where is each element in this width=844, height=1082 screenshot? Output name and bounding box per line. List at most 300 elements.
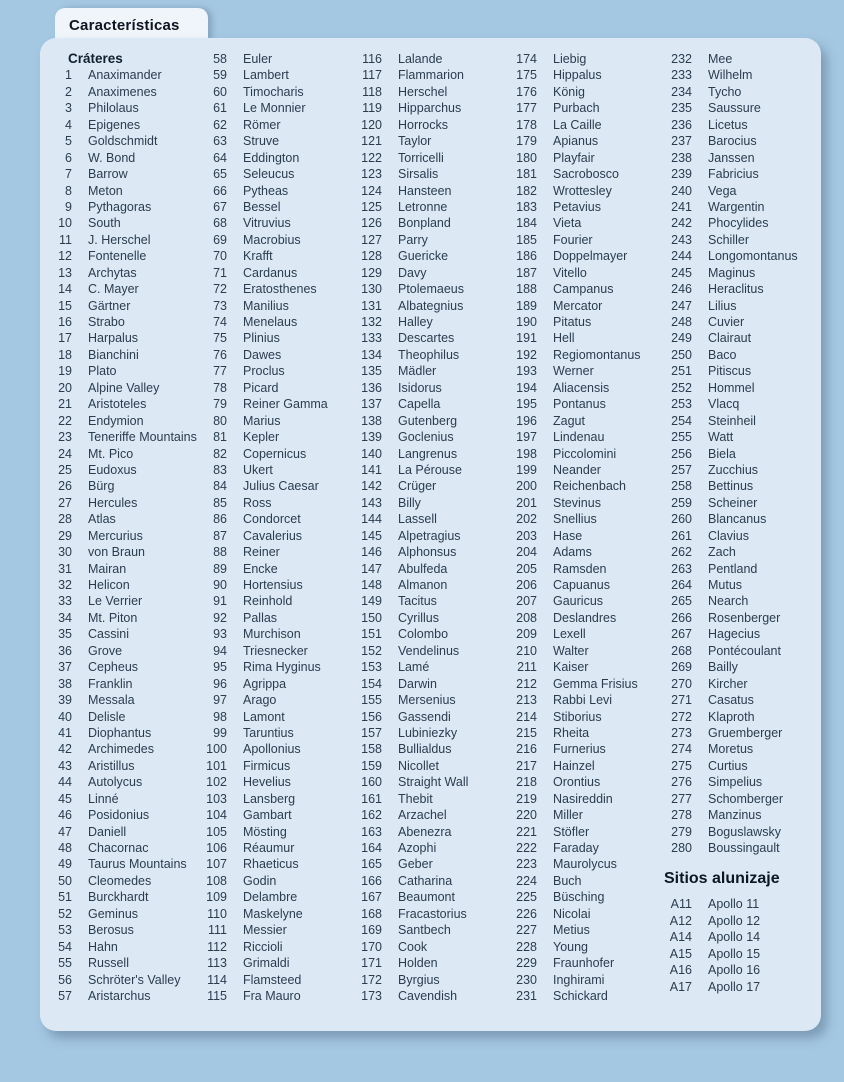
crater-row-number: 175 (516, 68, 537, 83)
crater-row-name: Mee (708, 52, 733, 66)
crater-row (44, 330, 199, 346)
crater-row-number: 222 (516, 841, 537, 855)
crater-row-name: Orontius (553, 775, 601, 790)
crater-row-number: 61 (213, 101, 227, 116)
crater-row (354, 51, 509, 67)
crater-row-number: 251 (671, 364, 692, 379)
crater-row-name: Sirsalis (398, 167, 439, 182)
crater-row-number: 193 (516, 364, 537, 379)
crater-row-name: Bonpland (398, 216, 451, 231)
crater-row-name: Cyrillus (398, 610, 439, 625)
crater-row (354, 544, 509, 560)
crater-row (509, 709, 664, 725)
crater-row-number: 157 (361, 725, 382, 740)
crater-row (664, 429, 798, 445)
crater-row-number: 71 (213, 265, 227, 280)
crater-row-name: von Braun (88, 545, 145, 560)
landing-site-row-name: Apollo 17 (708, 979, 761, 994)
crater-row-name: Rheita (553, 725, 590, 740)
crater-row-number: 146 (361, 545, 382, 560)
crater-row (664, 791, 798, 807)
crater-row-name: Campanus (553, 282, 614, 297)
crater-row-number: 44 (58, 775, 72, 790)
crater-row-name: Condorcet (243, 512, 301, 527)
crater-row-name: Hippalus (553, 68, 602, 83)
crater-row-name: Neander (553, 462, 601, 477)
crater-row-number: 60 (213, 84, 227, 99)
crater-row-name: Seleucus (243, 167, 295, 182)
crater-row (664, 281, 798, 297)
crater-row-number: 75 (213, 331, 227, 346)
crater-row (44, 972, 199, 988)
crater-row-name: Goldschmidt (88, 134, 158, 149)
crater-row-name: Hipparchus (398, 101, 462, 116)
crater-row-name: König (553, 84, 585, 99)
crater-row (509, 676, 664, 692)
crater-column-1 (44, 51, 199, 1004)
crater-row (509, 955, 664, 971)
crater-row-name: Lamé (398, 660, 430, 675)
crater-row-name: South (88, 216, 121, 231)
crater-row-number: 91 (213, 594, 227, 609)
crater-row-number: 6 (65, 150, 72, 165)
crater-row (354, 429, 509, 445)
crater-row-name: Taylor (398, 134, 432, 149)
crater-row-number: 211 (517, 660, 537, 675)
crater-row-name: Eudoxus (88, 462, 137, 477)
crater-row-number: 171 (361, 956, 382, 971)
crater-row (664, 511, 798, 527)
crater-row-number: 270 (671, 676, 692, 691)
crater-row (664, 150, 798, 166)
crater-row (664, 593, 798, 609)
crater-row-name: Murchison (243, 627, 301, 642)
crater-row-number: 69 (213, 232, 227, 247)
crater-row-name: Maskelyne (243, 906, 303, 921)
crater-row-name: Azophi (398, 841, 437, 855)
crater-row (354, 610, 509, 626)
crater-row (199, 232, 354, 248)
crater-row (509, 84, 664, 100)
crater-row (664, 133, 798, 149)
crater-row-name: Herschel (398, 84, 448, 99)
crater-row-number: 82 (213, 446, 227, 461)
crater-row-number: 212 (516, 676, 537, 691)
crater-row-name: Berosus (88, 923, 134, 938)
landing-site-row-number: A15 (669, 946, 692, 961)
crater-row (44, 429, 199, 445)
crater-row (664, 100, 798, 116)
crater-row (44, 676, 199, 692)
crater-row-name: Réaumur (243, 841, 295, 855)
crater-row-name: Doppelmayer (553, 249, 628, 264)
crater-row-number: 121 (361, 134, 382, 149)
crater-row (509, 133, 664, 149)
crater-row-name: Gambart (243, 808, 292, 823)
crater-row-number: 206 (516, 578, 537, 592)
crater-row (199, 314, 354, 330)
crater-row-name: Godin (243, 873, 277, 888)
crater-row-number: 224 (516, 873, 537, 888)
crater-row (199, 429, 354, 445)
crater-row-name: Arzachel (398, 808, 447, 823)
crater-row-name: Diophantus (88, 725, 152, 740)
crater-row-number: 106 (206, 841, 227, 855)
crater-row (354, 939, 509, 955)
crater-row-number: 233 (671, 68, 692, 83)
crater-row-name: Rosenberger (708, 610, 781, 625)
crater-row-name: Hevelius (243, 775, 291, 790)
crater-row (199, 248, 354, 264)
crater-row (664, 67, 798, 83)
crater-row-name: Goclenius (398, 430, 454, 445)
crater-row (509, 429, 664, 445)
crater-row-number: 77 (213, 364, 227, 379)
crater-row (664, 840, 798, 856)
crater-row-number: 21 (58, 397, 72, 412)
crater-row (354, 873, 509, 889)
crater-row-number: 90 (213, 578, 227, 592)
crater-row (354, 692, 509, 708)
crater-row-number: 54 (58, 939, 72, 954)
crater-row (664, 659, 798, 675)
crater-row-name: Endymion (88, 413, 144, 428)
crater-row-number: 72 (213, 282, 227, 297)
crater-row-name: Pontanus (553, 397, 606, 412)
crater-row (509, 741, 664, 757)
crater-row (664, 265, 798, 281)
crater-row-name: Young (553, 939, 588, 954)
crater-row-name: Schickard (553, 988, 608, 1003)
crater-row-name: Apollonius (243, 742, 301, 757)
crater-row-number: 161 (361, 791, 382, 806)
crater-row-number: 115 (207, 988, 227, 1003)
crater-row-number: 92 (213, 610, 227, 625)
crater-row-name: Timocharis (243, 84, 304, 99)
crater-row-name: Vendelinus (398, 643, 460, 658)
crater-row-number: 230 (516, 972, 537, 987)
crater-row-name: Piccolomini (553, 446, 617, 461)
crater-row (509, 610, 664, 626)
crater-row (199, 873, 354, 889)
crater-row-name: Hagecius (708, 627, 761, 642)
crater-row-name: Cardanus (243, 265, 298, 280)
crater-row-name: Wrottesley (553, 183, 612, 198)
crater-row (354, 741, 509, 757)
crater-row-number: 184 (516, 216, 537, 231)
crater-row (199, 396, 354, 412)
crater-row-number: 189 (516, 298, 537, 313)
crater-row-number: 218 (516, 775, 537, 790)
crater-row-name: Barrow (88, 167, 128, 182)
crater-row-number: 80 (213, 413, 227, 428)
crater-row (664, 577, 798, 593)
crater-row-number: 260 (671, 512, 692, 527)
crater-row-name: Straight Wall (398, 775, 469, 790)
craters-title: Cráteres (68, 51, 123, 66)
crater-row-number: 174 (516, 52, 537, 66)
crater-row (44, 725, 199, 741)
crater-row-number: 41 (58, 725, 72, 740)
crater-row (44, 741, 199, 757)
crater-row (354, 807, 509, 823)
crater-row-number: 105 (206, 824, 227, 839)
crater-row (44, 413, 199, 429)
crater-row-name: Mercator (553, 298, 603, 313)
crater-row (199, 100, 354, 116)
crater-row-name: Clavius (708, 528, 749, 543)
crater-row-number: 250 (671, 347, 692, 362)
crater-row-number: 231 (516, 988, 537, 1003)
crater-row (664, 725, 798, 741)
crater-row-name: Ptolemaeus (398, 282, 465, 297)
crater-row-number: 195 (516, 397, 537, 412)
crater-row (199, 692, 354, 708)
crater-row-name: Hainzel (553, 758, 595, 773)
crater-row-name: Tacitus (398, 594, 437, 609)
crater-row (199, 626, 354, 642)
crater-row-name: Pentland (708, 561, 758, 576)
crater-row-number: 130 (361, 282, 382, 297)
crater-row (44, 232, 199, 248)
crater-row-name: Harpalus (88, 331, 139, 346)
crater-row-name: Lansberg (243, 791, 296, 806)
crater-row (354, 183, 509, 199)
crater-row (664, 676, 798, 692)
crater-row-name: Hercules (88, 495, 138, 510)
crater-row-number: 131 (361, 298, 382, 313)
crater-row-number: 165 (361, 857, 382, 872)
crater-row-name: Holden (398, 956, 438, 971)
crater-row-number: 112 (207, 939, 227, 954)
crater-row (199, 758, 354, 774)
crater-row-number: 126 (361, 216, 382, 231)
crater-row-name: Lubiniezky (398, 725, 458, 740)
crater-row-name: Watt (708, 430, 734, 445)
crater-row-name: Fourier (553, 232, 593, 247)
crater-row (44, 117, 199, 133)
crater-row-number: 268 (671, 643, 692, 658)
crater-row-name: Alpetragius (398, 528, 461, 543)
crater-row (664, 166, 798, 182)
crater-row (664, 199, 798, 215)
crater-row-name: Mösting (243, 824, 287, 839)
crater-row-name: Ramsden (553, 561, 607, 576)
crater-row-number: 73 (213, 298, 227, 313)
crater-row (44, 791, 199, 807)
crater-row-number: 57 (58, 988, 72, 1003)
crater-row-name: Cepheus (88, 660, 139, 675)
crater-row (509, 856, 664, 872)
crater-row (44, 100, 199, 116)
crater-row-name: Zagut (553, 413, 585, 428)
crater-row (44, 281, 199, 297)
crater-row (509, 511, 664, 527)
crater-row (44, 84, 199, 100)
crater-row-name: Strabo (88, 315, 125, 329)
crater-row-name: Archimedes (88, 742, 154, 757)
crater-row-name: Dawes (243, 347, 282, 362)
crater-row (354, 462, 509, 478)
crater-row (354, 133, 509, 149)
crater-row-number: 145 (361, 528, 382, 543)
crater-row-name: Kepler (243, 430, 280, 445)
crater-row-number: 26 (58, 479, 72, 494)
crater-row-name: Werner (553, 364, 594, 379)
crater-row-name: Cuvier (708, 315, 745, 329)
crater-row (199, 972, 354, 988)
crater-row (199, 199, 354, 215)
crater-row-number: 173 (361, 988, 382, 1003)
crater-row-number: 134 (361, 347, 382, 362)
crater-row (199, 577, 354, 593)
crater-row-name: Franklin (88, 676, 133, 691)
crater-row-number: 9 (65, 199, 72, 214)
crater-row (199, 528, 354, 544)
crater-row-name: Vieta (553, 216, 582, 231)
crater-row-name: Phocylides (708, 216, 769, 231)
crater-row (354, 446, 509, 462)
crater-row-number: 182 (516, 183, 537, 198)
crater-column-4 (509, 51, 664, 1004)
crater-row-number: 190 (516, 315, 537, 329)
crater-row-name: Colombo (398, 627, 449, 642)
crater-row (199, 462, 354, 478)
crater-row-number: 38 (58, 676, 72, 691)
crater-row-name: Cassini (88, 627, 129, 642)
crater-row-number: 237 (671, 134, 692, 149)
crater-row-name: Stiborius (553, 709, 602, 724)
crater-row-name: Snellius (553, 512, 597, 527)
crater-row-name: Regiomontanus (553, 347, 641, 362)
crater-row (664, 215, 798, 231)
crater-row (199, 774, 354, 790)
crater-row-name: Bürg (88, 479, 115, 494)
crater-row-name: Descartes (398, 331, 455, 346)
crater-row-number: 179 (516, 134, 537, 149)
crater-row (664, 462, 798, 478)
crater-row-name: Cleomedes (88, 873, 152, 888)
crater-row-number: 78 (213, 380, 227, 395)
crater-row (44, 511, 199, 527)
crater-row (199, 330, 354, 346)
crater-row-number: 127 (361, 232, 382, 247)
crater-row-number: 56 (58, 972, 72, 987)
crater-row-number: 132 (361, 315, 382, 329)
crater-row (664, 298, 798, 314)
crater-row (509, 988, 664, 1004)
crater-row-number: 93 (213, 627, 227, 642)
crater-row (354, 528, 509, 544)
crater-row-number: 110 (207, 906, 227, 921)
crater-row-name: Bianchini (88, 347, 139, 362)
crater-row (44, 561, 199, 577)
crater-row-number: 262 (671, 545, 692, 560)
crater-row-name: Boussingault (708, 841, 780, 855)
crater-row-name: Davy (398, 265, 427, 280)
crater-row-name: Thebit (398, 791, 433, 806)
crater-row (199, 150, 354, 166)
crater-row-name: Heraclitus (708, 282, 764, 297)
landing-site-row-number: A16 (669, 963, 692, 978)
crater-row-number: 264 (671, 578, 692, 592)
crater-row-number: 22 (58, 413, 72, 428)
crater-row (509, 166, 664, 182)
crater-row-number: 168 (361, 906, 382, 921)
legend-card (40, 38, 821, 1031)
crater-row (354, 840, 509, 856)
crater-row (44, 67, 199, 83)
crater-row-number: 20 (58, 380, 72, 395)
crater-row-number: 153 (361, 660, 382, 675)
crater-row-name: Tycho (708, 84, 742, 99)
crater-row-number: 139 (361, 430, 382, 445)
crater-row-name: Eddington (243, 150, 300, 165)
crater-row-name: Casatus (708, 693, 754, 708)
crater-row-name: Gemma Frisius (553, 676, 638, 691)
crater-row-name: Anaximenes (88, 84, 157, 99)
crater-row (199, 709, 354, 725)
crater-row (354, 643, 509, 659)
crater-row-number: 36 (58, 643, 72, 658)
crater-row (354, 265, 509, 281)
crater-row (509, 314, 664, 330)
crater-row (354, 922, 509, 938)
landing-site-row (664, 946, 798, 962)
crater-row-number: 15 (58, 298, 72, 313)
landing-site-row (664, 896, 798, 912)
crater-row-number: 216 (516, 742, 537, 757)
crater-row-name: Kircher (708, 676, 748, 691)
crater-row-name: Pallas (243, 610, 278, 625)
crater-row-name: Ukert (243, 462, 273, 477)
crater-row (199, 265, 354, 281)
crater-column-5 (664, 51, 798, 1004)
crater-row-name: Adams (553, 545, 592, 560)
crater-row (354, 330, 509, 346)
crater-row (199, 939, 354, 955)
crater-row (199, 298, 354, 314)
crater-row (354, 396, 509, 412)
crater-row-number: 3 (65, 101, 72, 116)
crater-row (199, 922, 354, 938)
crater-row-number: 238 (671, 150, 692, 165)
crater-row-name: Reiner (243, 545, 280, 560)
crater-row (354, 758, 509, 774)
crater-row-name: Pythagoras (88, 199, 152, 214)
crater-row (509, 298, 664, 314)
crater-row-number: 226 (516, 906, 537, 921)
crater-row (354, 232, 509, 248)
crater-row-name: Cavalerius (243, 528, 303, 543)
crater-row-number: 129 (361, 265, 382, 280)
crater-row-name: Saussure (708, 101, 761, 116)
crater-row (664, 643, 798, 659)
crater-row-name: Manilius (243, 298, 289, 313)
crater-row-number: 245 (671, 265, 692, 280)
crater-row-name: Longomontanus (708, 249, 798, 264)
crater-row (199, 643, 354, 659)
crater-row-name: Messier (243, 923, 287, 938)
crater-row-name: Philolaus (88, 101, 139, 116)
crater-row-name: Janssen (708, 150, 755, 165)
crater-row (509, 889, 664, 905)
crater-row-name: Almanon (398, 578, 448, 592)
crater-row-number: 148 (361, 578, 382, 592)
crater-row-number: 247 (671, 298, 692, 313)
crater-row-name: Teneriffe Mountains (88, 430, 197, 445)
crater-row (354, 824, 509, 840)
